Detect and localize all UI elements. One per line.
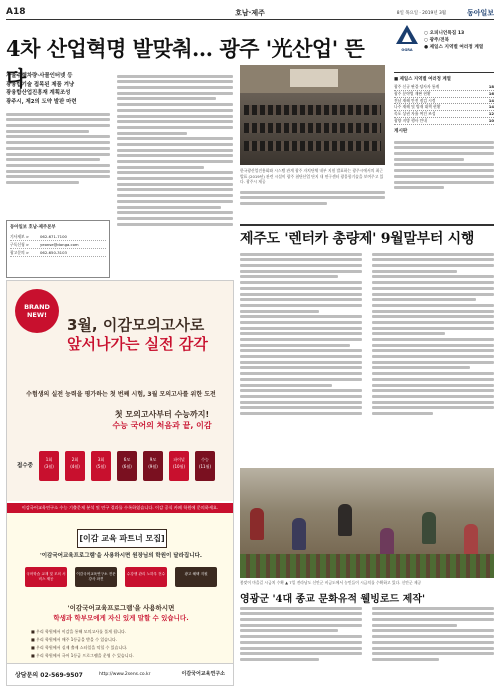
article-body-column (372, 250, 494, 465)
article-subheads (6, 72, 106, 106)
issue-date: 8일 목요일 · 2019년 3월 (396, 11, 446, 16)
ad-emphasis-line: 학생과 학부모에게 자신 있게 말할 수 있습니다. (53, 614, 189, 622)
exam-step (39, 451, 59, 481)
partner-benefit: 이감국어교육연구소 전문강사 파견 (75, 567, 117, 587)
ad-footer (7, 663, 233, 685)
schedule-label: 접수중 (17, 463, 33, 469)
exam-step-date: (5월) (96, 464, 106, 469)
ad-bullet: ■ 우리 학원에서 매주 1등급을 받을 수 있습니다. (31, 637, 118, 642)
index-page: 18 (488, 84, 494, 89)
index-row[interactable] (394, 104, 494, 111)
exam-step-date: (10월) (172, 464, 186, 469)
ad-callout-line: 수능 국어의 처음과 끝, 이감 (112, 421, 212, 430)
issue-info-line: ○ 오피니언특집 13 (424, 31, 465, 36)
index-label: 전남 재해 안전 점검 시정 (394, 97, 436, 103)
ad-emphasis-line: '이감국어교육프로그램'을 사용하시면 (67, 604, 175, 612)
article-headline: 제주도 '렌터카 총량제' 9월말부터 시행 (240, 231, 475, 247)
partner-benefit: 국어학습 교재 및 모의 서비스 제공 (25, 567, 67, 587)
partner-title: [이감 교육 파트너 모집] (77, 529, 167, 548)
partner-description: '이감국어교육프로그램'을 사용하시면 원장님의 학원이 달라집니다. (40, 553, 202, 559)
ad-emphasis (17, 603, 225, 623)
index-box (394, 72, 494, 122)
article-body-column (117, 72, 233, 272)
issue-info (424, 30, 483, 51)
ad-bullet: ■ 우리 학원에서 국어 1등급 프로그램을 운영 수 있습니다. (31, 653, 134, 658)
contact-value: 062-650-3103 (40, 250, 67, 255)
subhead-line: 광융합산업진흥재 계획조성 (6, 90, 71, 96)
logo-icon (394, 24, 420, 46)
ad-headline-line: 3월, 이감모의고사로 (67, 316, 205, 334)
ad-phone[interactable]: 상담문의 02-569-9507 (15, 672, 83, 679)
exam-step-name: 1회 (45, 457, 53, 462)
contact-key: 광고문의 > (10, 250, 30, 255)
exam-step (195, 451, 215, 481)
subhead-line: 광융합기술 접목된 제품 겨냥 (6, 81, 75, 88)
ad-url[interactable]: http://www.2sens.co.kr (99, 672, 151, 677)
index-row[interactable] (394, 84, 494, 91)
contact-row (10, 241, 106, 249)
index-label: 나주 재해 및 방재 대책 현황 (394, 104, 441, 110)
exam-step-date: (3월) (44, 464, 54, 469)
photo-caption: 한국광산업진흥회와 시스템 관계 광주 자치단체 내부 지원 발표하는 광주시에서의 최근 발표 (2019년) 관련 시설이 광주 첨단산업 단지 내 연구센터 광융합기술을 보여주고 있다. 광주시 제공 (240, 168, 384, 184)
exam-step (117, 451, 137, 481)
exam-step (143, 451, 163, 481)
ad-callout-line: 첫 모의고사부터 수능까지! (114, 410, 210, 419)
ad-subtitle: 수험생의 실전 능력을 평가하는 첫 번째 시험, 3월 모의고사를 위한 도전 (26, 391, 216, 398)
index-page: 16 (488, 90, 494, 96)
index-label: 광주 분야별 재판 현황 (394, 90, 431, 96)
article-body-column (372, 604, 494, 686)
exam-step-date: (6월) (122, 464, 132, 469)
article-headline: 영광군 '4대 종교 문화유적 웰빙로드 제작' (240, 594, 426, 605)
brand-new-badge: BRAND NEW! (15, 289, 59, 333)
ad-brand: 이감국어교육연구소 (181, 671, 225, 677)
photo-caption: 봄맞이 마을길 시금치 수확 ▲ 7일 전라남도 신안군 비금도에서 농민들이 시금치를 수확하고 있다. 신안군 제공 (240, 580, 422, 585)
contact-row (10, 249, 106, 257)
index-row[interactable] (394, 118, 494, 125)
issue-info-line: ● 제일스 지역별 여러정 계열 (424, 45, 484, 50)
index-label: 광주 신규 판결·당사자 통계 (394, 84, 440, 89)
issue-info-line: ○ 광주/전북 (424, 38, 450, 43)
masthead (6, 6, 494, 20)
article-body-column (240, 188, 385, 218)
index-row[interactable] (394, 98, 494, 105)
article-body-column (6, 110, 110, 210)
exam-step-date: (11월) (198, 464, 212, 469)
section-title: 호남·제주 (235, 9, 265, 17)
index-page: 14 (488, 104, 494, 110)
exam-step-name: 2회 (71, 457, 79, 462)
index-row[interactable] (394, 111, 494, 118)
exam-step (169, 451, 189, 481)
publication-logo (394, 24, 420, 56)
subhead-line: 자율주행차량·사물인터넷 등 (6, 73, 73, 79)
sidebar-body (394, 138, 494, 218)
exam-step-name: 9모 (149, 457, 157, 462)
sidebar-heading: 게시판 (394, 129, 408, 134)
contact-title: 동아일보 호남·제주본부 (10, 225, 56, 230)
article-body-column (240, 604, 362, 686)
exam-step (65, 451, 85, 481)
ad-headline (67, 316, 227, 354)
contact-value: 062-671-7100 (40, 234, 67, 239)
contact-row (10, 233, 106, 241)
exam-schedule (17, 451, 225, 491)
advertisement[interactable] (6, 280, 234, 686)
logo-text: OGRA (401, 48, 413, 52)
ad-banner: 이감국어교육연구소 수능 기출문제 분석 및 연구 결과를 수록하였습니다. 이감 공식 카페 학원에 문의하세요. (7, 503, 233, 513)
contact-key: 기사제보 > (10, 234, 30, 239)
article-body-column (240, 250, 362, 465)
contact-key: 구독신청 > (10, 242, 30, 247)
exam-step-date: (9월) (148, 464, 158, 469)
index-title: ■ 제일스 지역별 여러정 계열 (394, 77, 451, 82)
main-headline: 4차 산업혁명 발맞춰… 광주 '光산업' 뜬다 (6, 36, 365, 91)
ad-bullet: ■ 우리 학원에서 실제 출제 스타일을 익힐 수 있습니다. (31, 645, 128, 650)
subhead-line: 광주시, 제2의 도약 발판 마련 (6, 98, 77, 105)
conference-photo (240, 65, 385, 165)
index-page: 14 (488, 97, 494, 103)
exam-step (91, 451, 111, 481)
exam-step-name: 3회 (97, 457, 105, 462)
paper-name: 동아일보 (466, 9, 494, 17)
contact-info-box (6, 220, 110, 278)
index-page: 12 (488, 111, 494, 117)
ad-headline-line: 앞서나가는 실전 감각 (67, 335, 208, 353)
index-row[interactable] (394, 91, 494, 98)
exam-step-name: 파이널 (173, 457, 185, 462)
index-label: 목포 상권 자율 여건 조성 (394, 111, 436, 117)
partner-benefit: 광고 혜택 지원 (175, 567, 217, 587)
page-number: A18 (6, 7, 26, 17)
ad-bullet: ■ 우리 학원에서 이감을 통해 모의고사를 풀게 됩니다. (31, 629, 127, 634)
ad-callout (107, 409, 217, 431)
exam-step-date: (4월) (70, 464, 80, 469)
partner-benefit: 수강생 관리 노하우 전수 (125, 567, 167, 587)
index-page: 10 (488, 117, 494, 123)
section-divider (240, 224, 494, 226)
index-label: 광양 지방 행사 안내 (394, 117, 427, 123)
farm-photo (240, 468, 494, 578)
contact-value[interactable]: yeonse@donga.com (40, 242, 79, 247)
exam-step-name: 수능 (201, 457, 209, 462)
exam-step-name: 6모 (123, 457, 131, 462)
